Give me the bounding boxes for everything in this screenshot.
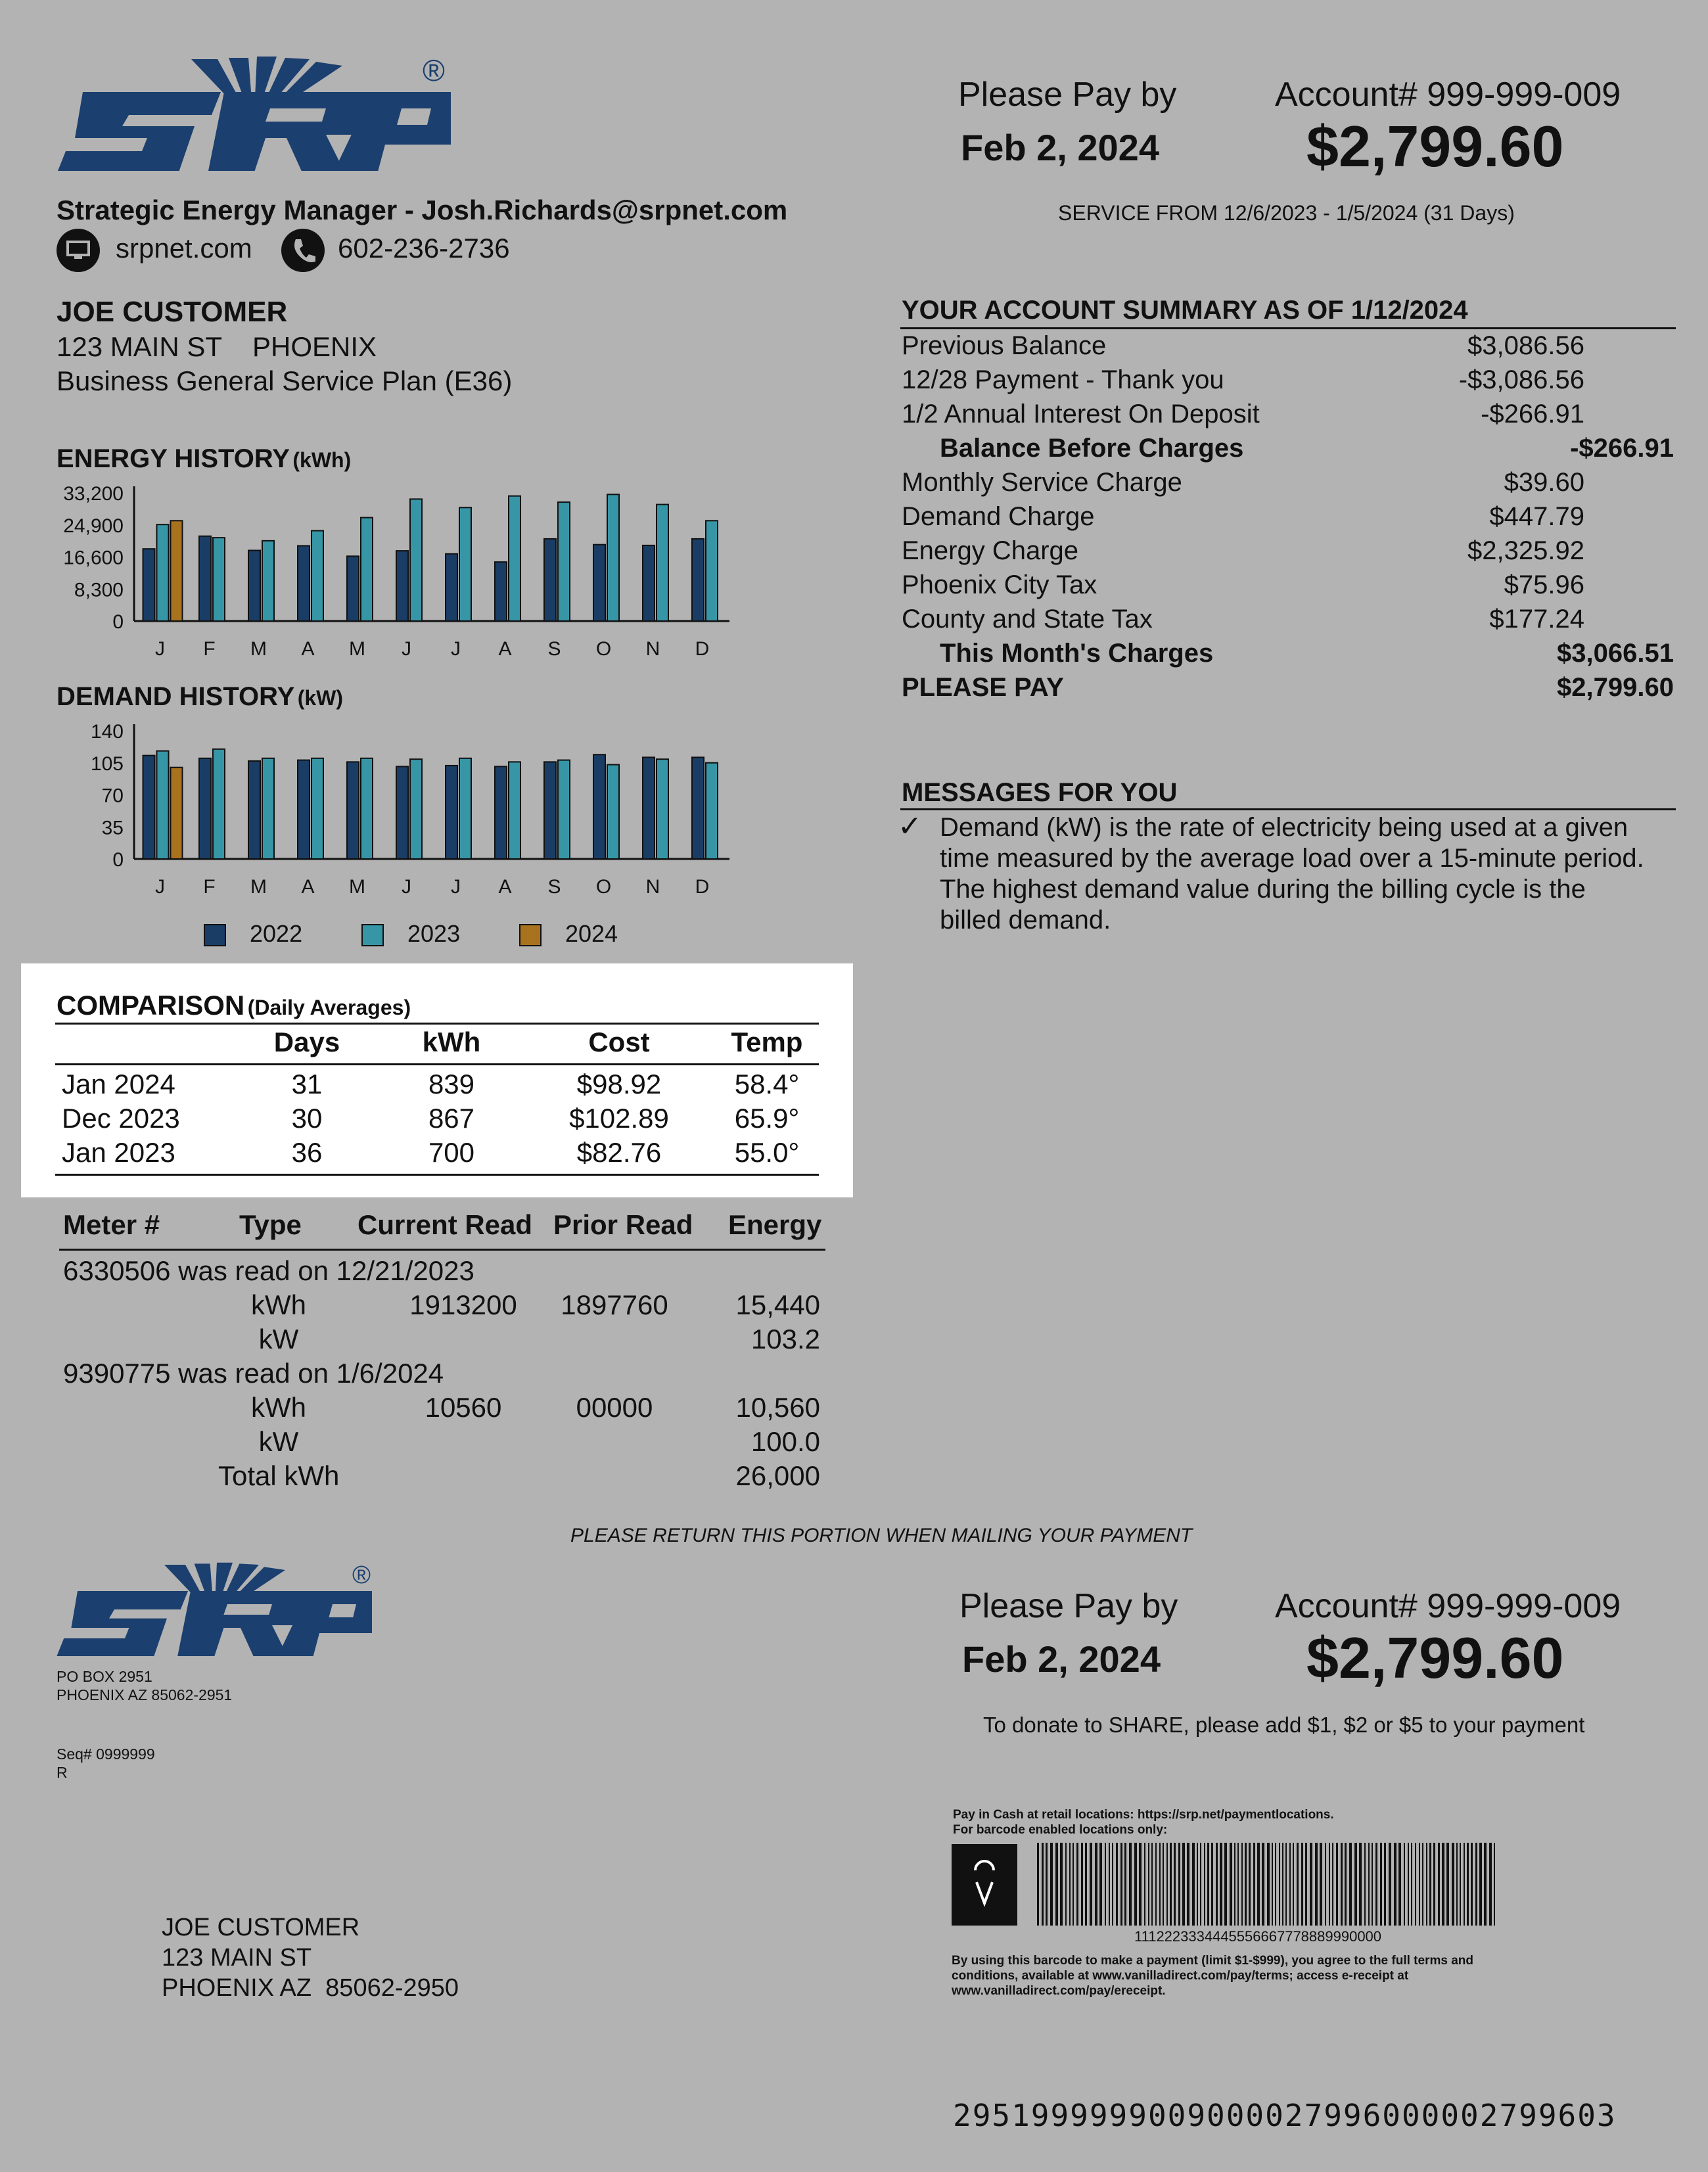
barcode-bar (1095, 1843, 1097, 1926)
barcode-bar (1467, 1843, 1469, 1926)
barcode-bar (1419, 1843, 1420, 1926)
barcode-bar (1144, 1843, 1145, 1926)
barcode-bar (1415, 1843, 1416, 1926)
messages-title: MESSAGES FOR YOU (902, 778, 1178, 807)
barcode-bar (1325, 1843, 1326, 1926)
barcode-bar (1262, 1843, 1264, 1926)
demand-x-tick: M (250, 876, 267, 898)
barcode-bar (1170, 1843, 1172, 1926)
barcode-bar (1364, 1843, 1366, 1926)
demand-x-tick: J (402, 876, 411, 898)
demand-bar-2022 (643, 757, 655, 859)
barcode-bar (1433, 1843, 1435, 1926)
demand-bar-2022 (544, 762, 556, 859)
barcode-bar (1368, 1843, 1370, 1926)
barcode-bar (1192, 1843, 1195, 1926)
demand-x-tick: O (595, 876, 612, 898)
meter-2-read-line: 9390775 was read on 1/6/2024 (63, 1358, 444, 1389)
demand-x-tick: N (645, 876, 660, 898)
demand-bar-2022 (593, 754, 605, 859)
barcode-bar (1230, 1843, 1232, 1926)
demand-bar-2022 (495, 766, 507, 859)
energy-bar-2022 (593, 545, 605, 621)
registered-mark-stub: ® (352, 1561, 371, 1589)
energy-bar-2023 (509, 496, 520, 621)
barcode-bar (1237, 1843, 1239, 1926)
barcode-bar (1460, 1843, 1461, 1926)
summary-row-please-pay: PLEASE PAY $2,799.60 (902, 673, 1674, 702)
barcode-bar (1408, 1843, 1409, 1926)
po-box: PO BOX 2951 (57, 1668, 152, 1685)
energy-x-tick: M (250, 638, 267, 660)
barcode-bar (1174, 1843, 1176, 1926)
vanilla-logo-icon (952, 1844, 1017, 1926)
barcode-bar (1349, 1843, 1352, 1926)
energy-bar-2023 (410, 499, 422, 621)
barcode-bar (1245, 1843, 1247, 1926)
demand-bar-2022 (446, 766, 457, 859)
barcode-bar (1241, 1843, 1243, 1926)
barcode-bar (1069, 1843, 1071, 1926)
barcode-bar (1257, 1843, 1260, 1926)
payment-barcode (1037, 1843, 1505, 1926)
legend-label-2024: 2024 (565, 920, 618, 947)
demand-history-title: DEMAND HISTORY (kW) (57, 682, 344, 711)
energy-bar-2023 (459, 507, 471, 621)
demand-bar-2023 (558, 760, 570, 859)
message-line: billed demand. (940, 906, 1111, 935)
service-plan: Business General Service Plan (E36) (57, 365, 513, 396)
barcode-bar (1301, 1843, 1303, 1926)
srp-logo (57, 53, 451, 171)
barcode-bar (1081, 1843, 1083, 1926)
barcode-bar (1197, 1843, 1198, 1926)
demand-bar-2022 (347, 762, 359, 859)
barcode-bar (1099, 1843, 1102, 1926)
demand-bar-2023 (157, 751, 169, 859)
meter-1-prior: 1897760 (561, 1289, 668, 1320)
meter-header-number: Meter # (63, 1209, 160, 1240)
comparison-rule-top (55, 1023, 819, 1025)
energy-bar-2022 (446, 554, 457, 621)
mail-city: PHOENIX AZ 85062-2950 (162, 1974, 459, 2002)
meter-1-energy-kw: 103.2 (750, 1324, 820, 1354)
barcode-bar (1187, 1843, 1189, 1926)
meter-rule (59, 1249, 825, 1251)
barcode-terms: By using this barcode to make a payment (limit $1-$999), you agree to the full terms and conditions, available at www.vanilladirect.com/pay/terms; access e-receipt at www.vanilladirect.com/pay/ereceipt. (952, 1954, 1473, 1998)
website-link[interactable]: srpnet.com (116, 233, 252, 264)
summary-row: County and State Tax $177.24 (902, 605, 1584, 634)
barcode-bar (1042, 1843, 1044, 1926)
comparison-row: Dec 2023 30 867 $102.89 65.9° (62, 1103, 800, 1134)
barcode-bar (1163, 1843, 1164, 1926)
barcode-bar (1105, 1843, 1106, 1926)
comparison-rule-header (55, 1063, 819, 1065)
phone-number[interactable]: 602-236-2736 (338, 233, 510, 264)
barcode-bar (1305, 1843, 1307, 1926)
summary-rule (900, 327, 1676, 329)
stub-account-number: Account# 999-999-009 (1275, 1587, 1621, 1625)
barcode-bar (1166, 1843, 1168, 1926)
summary-row: 12/28 Payment - Thank you -$3,086.56 (902, 365, 1584, 394)
message-body (940, 812, 1644, 936)
barcode-bar (1456, 1843, 1458, 1926)
mail-name: JOE CUSTOMER (162, 1914, 360, 1941)
checkmark-icon: ✓ (898, 810, 922, 843)
energy-x-tick: A (498, 638, 512, 660)
barcode-bar (1249, 1843, 1251, 1926)
cash-payment-note: Pay in Cash at retail locations: https://srp.net/paymentlocations. For barcode enabled locations only: (953, 1808, 1334, 1837)
energy-x-tick: S (547, 638, 561, 660)
legend-label-2022: 2022 (250, 920, 303, 947)
energy-bar-2023 (262, 541, 274, 621)
barcode-bar (1438, 1843, 1440, 1926)
energy-bar-2023 (213, 538, 225, 621)
customer-name: JOE CUSTOMER (57, 296, 288, 328)
demand-history-chart (39, 718, 736, 908)
message-line: time measured by the average load over a 15-minute period. (940, 844, 1644, 873)
demand-bar-2023 (607, 765, 619, 859)
return-note: PLEASE RETURN THIS PORTION WHEN MAILING YOUR PAYMENT (570, 1525, 1193, 1546)
meter-2-type-kwh: kWh (251, 1392, 306, 1423)
energy-y-tick: 16,600 (63, 547, 124, 569)
energy-bar-2022 (298, 545, 310, 621)
barcode-bar (1120, 1843, 1122, 1926)
summary-row: Energy Charge $2,325.92 (902, 536, 1584, 565)
demand-x-tick: M (349, 876, 365, 898)
barcode-bar (1464, 1843, 1465, 1926)
barcode-bar (1442, 1843, 1444, 1926)
energy-bar-2022 (143, 549, 155, 621)
barcode-bar (1253, 1843, 1255, 1926)
meter-2-prior: 00000 (576, 1392, 653, 1423)
mail-street: 123 MAIN ST (162, 1944, 312, 1972)
meter-2-energy-kwh: 10,560 (735, 1392, 820, 1423)
message-line: The highest demand value during the billing cycle is the (940, 875, 1586, 904)
comparison-box (21, 963, 853, 1197)
comparison-rule-bottom (55, 1174, 819, 1176)
barcode-bar (1384, 1843, 1386, 1926)
barcode-bar (1216, 1843, 1218, 1926)
monitor-icon (57, 229, 100, 272)
energy-x-tick: J (451, 638, 461, 660)
barcode-bar (1310, 1843, 1312, 1926)
demand-bar-2022 (199, 758, 211, 859)
energy-bar-2023 (706, 520, 718, 621)
barcode-bar (1134, 1843, 1137, 1926)
seq-number: Seq# 0999999 (57, 1745, 155, 1763)
legend-swatch-2022 (204, 924, 226, 946)
legend-swatch-2023 (361, 924, 384, 946)
meter-header-type: Type (239, 1209, 302, 1240)
barcode-bar (1046, 1843, 1048, 1926)
energy-bar-2023 (558, 502, 570, 621)
barcode-bar (1341, 1843, 1343, 1926)
barcode-bar (1234, 1843, 1235, 1926)
demand-x-tick: A (498, 876, 512, 898)
legend-label-2023: 2023 (407, 920, 461, 947)
energy-bar-2023 (312, 531, 323, 621)
barcode-bar (1211, 1843, 1213, 1926)
demand-bar-2023 (361, 758, 373, 859)
barcode-bar (1085, 1843, 1087, 1926)
demand-bar-2023 (706, 763, 718, 859)
energy-y-tick: 33,200 (63, 483, 124, 505)
barcode-bar (1279, 1843, 1280, 1926)
meter-1-current: 1913200 (409, 1289, 517, 1320)
demand-bar-2022 (298, 760, 310, 859)
barcode-bar (1159, 1843, 1161, 1926)
legend-swatch-2024 (519, 924, 542, 946)
summary-row: Monthly Service Charge $39.60 (902, 468, 1584, 497)
barcode-number: 1112223334445556667778889990000 (1134, 1928, 1382, 1945)
barcode-bar (1055, 1843, 1058, 1926)
barcode-bar (1182, 1843, 1185, 1926)
chart-legend (201, 915, 661, 948)
meter-table (0, 1209, 854, 1498)
barcode-bar (1452, 1843, 1454, 1926)
demand-x-tick: D (695, 876, 710, 898)
demand-bar-2022 (692, 757, 704, 859)
barcode-bar (1207, 1843, 1209, 1926)
energy-x-tick: O (595, 638, 612, 660)
comparison-header-days: Days (273, 1027, 340, 1057)
energy-x-tick: J (155, 638, 165, 660)
barcode-bar (1372, 1843, 1373, 1926)
barcode-bar (1151, 1843, 1153, 1926)
registered-mark: ® (423, 53, 445, 87)
messages-rule (900, 808, 1676, 810)
demand-bar-2023 (509, 762, 520, 859)
barcode-bar (1484, 1843, 1487, 1926)
meter-1-read-line: 6330506 was read on 12/21/2023 (63, 1255, 474, 1286)
barcode-bar (1073, 1843, 1074, 1926)
energy-bar-2022 (199, 536, 211, 621)
account-number: Account# 999-999-009 (1275, 76, 1621, 114)
meter-2-current: 10560 (425, 1392, 502, 1423)
barcode-bar (1129, 1843, 1132, 1926)
barcode-bar (1494, 1843, 1495, 1926)
service-period: SERVICE FROM 12/6/2023 - 1/5/2024 (31 Days) (1058, 201, 1515, 225)
barcode-bar (1178, 1843, 1180, 1926)
barcode-bar (1475, 1843, 1477, 1926)
barcode-bar (1389, 1843, 1391, 1926)
energy-history-title: ENERGY HISTORY (kWh) (57, 444, 352, 473)
comparison-header-temp: Temp (731, 1027, 803, 1057)
po-city: PHOENIX AZ 85062-2951 (57, 1686, 233, 1703)
comparison-header-cost: Cost (588, 1027, 650, 1057)
barcode-bar (1050, 1843, 1053, 1926)
demand-bar-2024 (171, 768, 183, 859)
demand-bar-2023 (459, 758, 471, 859)
meter-1-energy-kwh: 15,440 (735, 1289, 820, 1320)
barcode-bar (1224, 1843, 1227, 1926)
energy-bar-2022 (643, 545, 655, 621)
summary-row: 1/2 Annual Interest On Deposit -$266.91 (902, 400, 1584, 428)
barcode-bar (1422, 1843, 1423, 1926)
meter-2-type-kw: kW (258, 1426, 299, 1457)
demand-x-tick: S (547, 876, 561, 898)
summary-row: Phoenix City Tax $75.96 (902, 570, 1584, 599)
account-summary (902, 331, 1674, 712)
barcode-bar (1320, 1843, 1322, 1926)
pay-by-date: Feb 2, 2024 (961, 127, 1159, 168)
summary-title: YOUR ACCOUNT SUMMARY AS OF 1/12/2024 (902, 296, 1468, 325)
barcode-bar (1332, 1843, 1333, 1926)
barcode-bar (1380, 1843, 1382, 1926)
barcode-bar (1282, 1843, 1283, 1926)
barcode-bar (1065, 1843, 1067, 1926)
summary-row: Demand Charge $447.79 (902, 502, 1584, 531)
energy-y-tick: 24,900 (63, 515, 124, 537)
meter-2-energy-kw: 100.0 (750, 1426, 820, 1457)
barcode-bar (1411, 1843, 1412, 1926)
barcode-bar (1220, 1843, 1222, 1926)
barcode-bar (1090, 1843, 1092, 1926)
barcode-bar (1479, 1843, 1482, 1926)
barcode-bar (1375, 1843, 1377, 1926)
barcode-bar (1398, 1843, 1401, 1926)
energy-x-tick: J (402, 638, 411, 660)
demand-x-tick: J (155, 876, 165, 898)
energy-bar-2022 (544, 539, 556, 621)
comparison-row: Jan 2023 36 700 $82.76 55.0° (62, 1137, 800, 1168)
barcode-bar (1394, 1843, 1396, 1926)
barcode-bar (1060, 1843, 1063, 1926)
summary-row-subtotal: Balance Before Charges -$266.91 (940, 434, 1674, 463)
demand-y-tick: 140 (90, 721, 124, 743)
energy-bar-2023 (157, 524, 169, 621)
meter-header-energy: Energy (728, 1209, 822, 1240)
comparison-title: COMPARISON (Daily Averages) (57, 990, 411, 1021)
demand-y-tick: 35 (101, 817, 124, 839)
energy-x-tick: A (301, 638, 315, 660)
stub-pay-by-date: Feb 2, 2024 (962, 1638, 1161, 1680)
demand-bar-2023 (213, 749, 225, 859)
barcode-bar (1359, 1843, 1362, 1926)
barcode-bar (1037, 1843, 1039, 1926)
demand-bar-2023 (312, 758, 323, 859)
barcode-bar (1336, 1843, 1338, 1926)
total-kwh-label: Total kWh (218, 1460, 340, 1491)
barcode-bar (1116, 1843, 1118, 1926)
energy-bar-2024 (171, 520, 183, 621)
energy-y-tick: 0 (112, 611, 124, 633)
barcode-bar (1200, 1843, 1201, 1926)
barcode-bar (1329, 1843, 1330, 1926)
barcode-bar (1139, 1843, 1142, 1926)
energy-x-tick: M (349, 638, 365, 660)
barcode-bar (1267, 1843, 1270, 1926)
energy-x-tick: N (645, 638, 660, 660)
barcode-bar (1204, 1843, 1205, 1926)
barcode-bar (1155, 1843, 1157, 1926)
demand-y-tick: 70 (101, 785, 124, 807)
barcode-bar (1148, 1843, 1149, 1926)
energy-manager: Strategic Energy Manager - Josh.Richards@srpnet.com (57, 195, 788, 225)
stub-amount-due: $2,799.60 (1306, 1625, 1564, 1690)
comparison-row: Jan 2024 31 839 $98.92 58.4° (62, 1069, 800, 1099)
meter-header-current: Current Read (358, 1209, 533, 1240)
barcode-bar (1446, 1843, 1449, 1926)
message-line: Demand (kW) is the rate of electricity being used at a given (940, 813, 1628, 842)
demand-y-tick: 105 (90, 752, 124, 775)
meter-1-type-kw: kW (258, 1324, 299, 1354)
energy-history-chart (39, 480, 736, 670)
srp-logo-stub (57, 1558, 372, 1656)
mailing-address (162, 1912, 459, 2003)
barcode-bar (1297, 1843, 1299, 1926)
barcode-bar (1471, 1843, 1473, 1926)
meter-header-prior: Prior Read (553, 1209, 693, 1240)
barcode-bar (1289, 1843, 1291, 1926)
demand-bar-2022 (248, 761, 260, 859)
energy-bar-2022 (396, 551, 408, 621)
ocr-scanline: 2951999999009000027996000002799603 (953, 2098, 1617, 2133)
barcode-bar (1076, 1843, 1078, 1926)
barcode-bar (1112, 1843, 1113, 1926)
energy-bar-2022 (692, 539, 704, 621)
total-kwh-value: 26,000 (735, 1460, 820, 1491)
energy-bar-2022 (248, 551, 260, 621)
energy-x-tick: D (695, 638, 710, 660)
seq-code: R (57, 1764, 68, 1781)
demand-x-tick: J (451, 876, 461, 898)
summary-row: Previous Balance $3,086.56 (902, 331, 1584, 360)
demand-bar-2022 (396, 766, 408, 859)
barcode-bar (1345, 1843, 1347, 1926)
demand-bar-2022 (143, 756, 155, 859)
barcode-bar (1354, 1843, 1357, 1926)
barcode-bar (1429, 1843, 1431, 1926)
barcode-bar (1293, 1843, 1294, 1926)
barcode-bar (1272, 1843, 1273, 1926)
energy-bar-2023 (657, 505, 668, 621)
energy-y-tick: 8,300 (74, 579, 124, 601)
comparison-header-kwh: kWh (422, 1027, 481, 1057)
barcode-bar (1489, 1843, 1492, 1926)
demand-bar-2023 (410, 759, 422, 859)
barcode-bar (1124, 1843, 1126, 1926)
amount-due: $2,799.60 (1306, 114, 1564, 179)
demand-x-tick: A (301, 876, 315, 898)
donate-note: To donate to SHARE, please add $1, $2 or $5 to your payment (983, 1713, 1585, 1737)
summary-row-total: This Month's Charges $3,066.51 (940, 639, 1674, 668)
barcode-bar (1315, 1843, 1318, 1926)
energy-bar-2023 (361, 518, 373, 621)
meter-1-type-kwh: kWh (251, 1289, 306, 1320)
stub-pay-by-label: Please Pay by (959, 1587, 1178, 1625)
phone-icon (281, 229, 325, 272)
demand-bar-2023 (262, 758, 274, 859)
energy-bar-2022 (347, 556, 359, 621)
barcode-bar (1404, 1843, 1405, 1926)
energy-bar-2023 (607, 494, 619, 621)
customer-address: 123 MAIN ST PHOENIX (57, 331, 377, 362)
energy-x-tick: F (203, 638, 216, 660)
pay-by-label: Please Pay by (958, 76, 1177, 114)
barcode-bar (1426, 1843, 1427, 1926)
demand-x-tick: F (203, 876, 216, 898)
energy-bar-2022 (495, 562, 507, 621)
demand-bar-2023 (657, 759, 668, 859)
barcode-bar (1109, 1843, 1110, 1926)
demand-y-tick: 0 (112, 849, 124, 871)
barcode-bar (1275, 1843, 1276, 1926)
barcode-bar (1285, 1843, 1287, 1926)
